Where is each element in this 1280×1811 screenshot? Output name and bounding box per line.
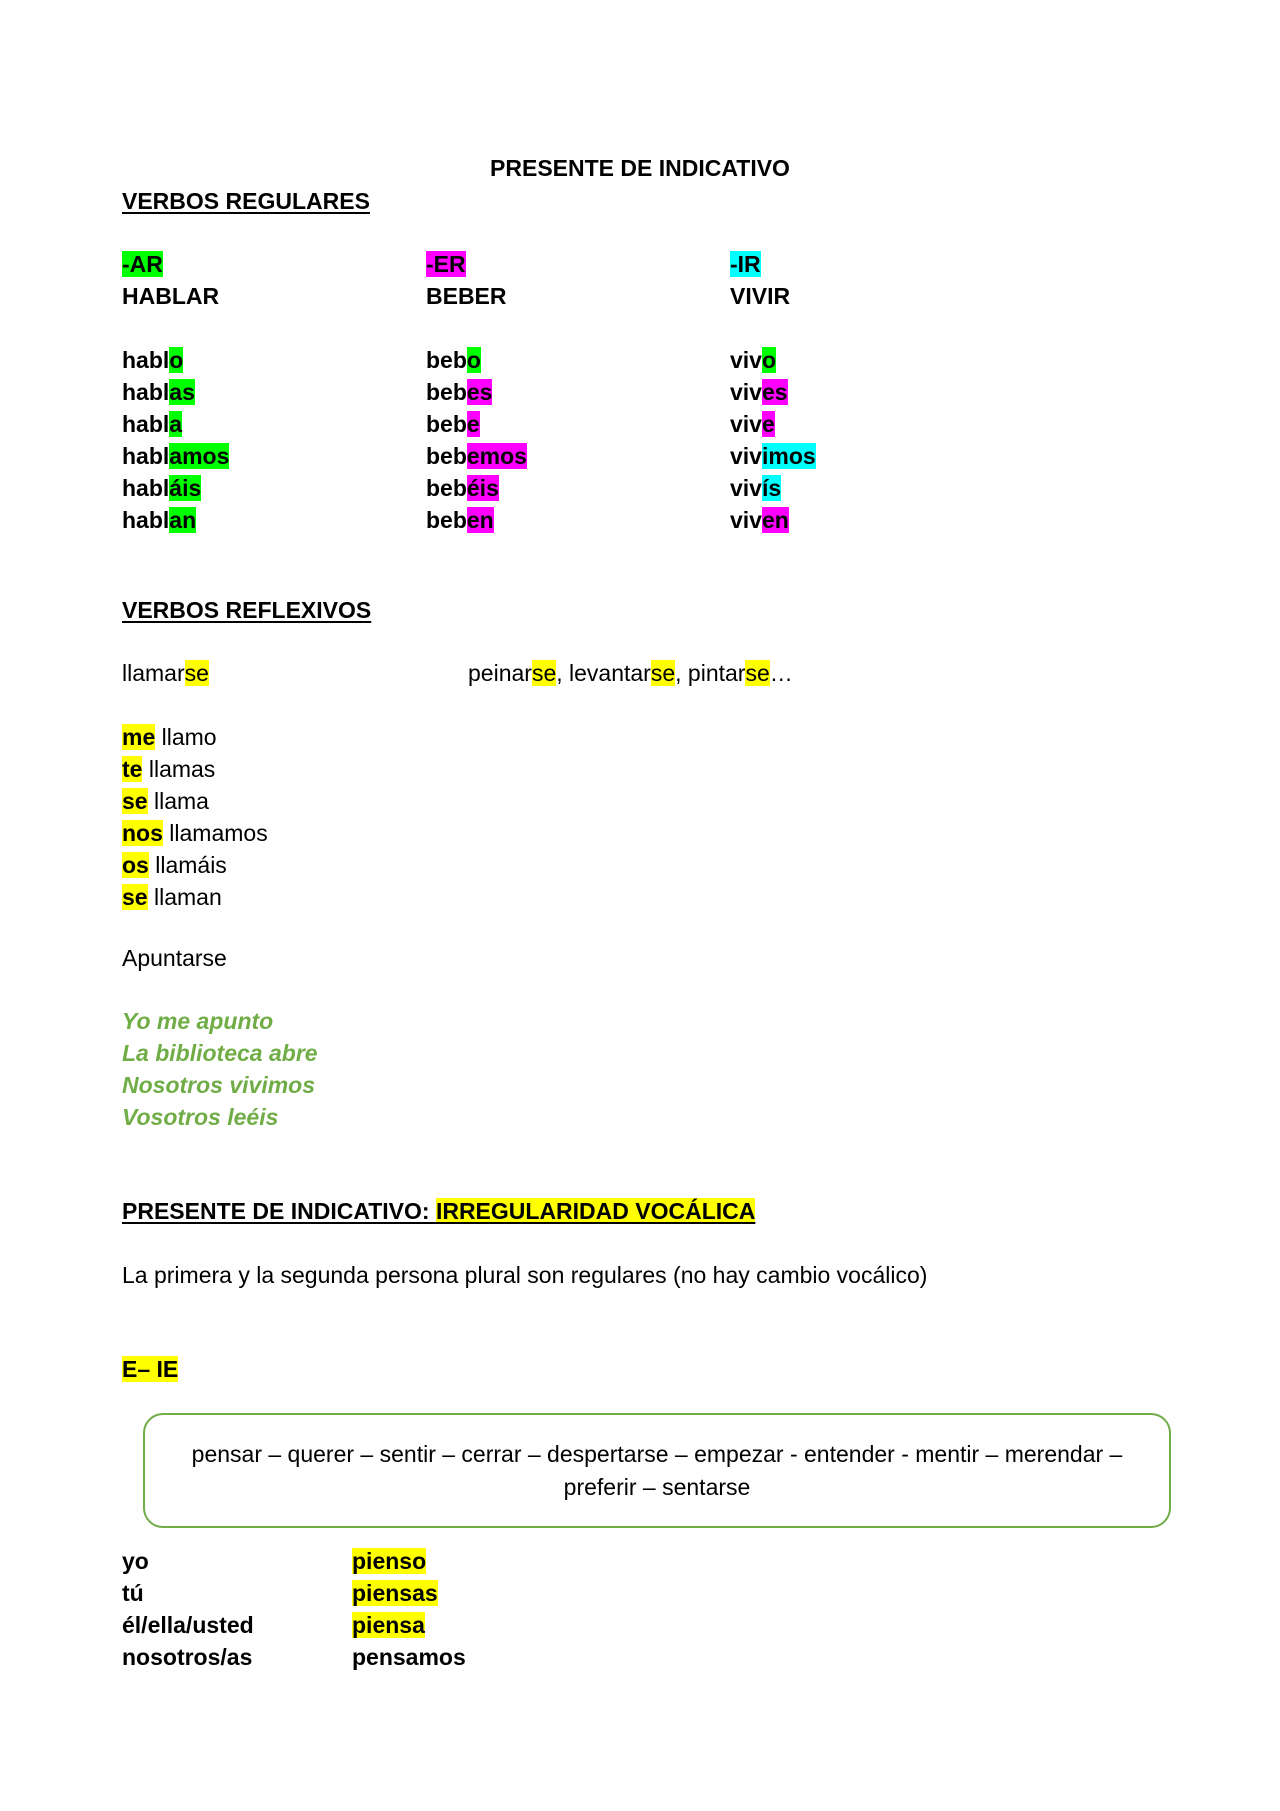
reflexive-conjugation: [122, 721, 268, 913]
form-row: beben: [426, 507, 494, 533]
page-title: PRESENTE DE INDICATIVO: [490, 155, 790, 181]
verb-label-ar: HABLAR: [122, 283, 220, 309]
example-sentence: Vosotros leéis: [122, 1104, 279, 1130]
verb-list: pensar – querer – sentir – cerrar – despertarse – empezar - entender - mentir – merendar – preferir – sentarse: [191, 1440, 1123, 1500]
reflexive-examples: peinarse, levantarse, pintarse…: [468, 660, 793, 686]
form-row: bebéis: [426, 475, 499, 501]
form-row: habla: [122, 411, 183, 437]
regulares-heading: VERBOS REGULARES: [122, 188, 370, 214]
pronoun-highlight: se: [122, 788, 148, 814]
ending-highlight: o: [761, 347, 777, 373]
ending-highlight: áis: [169, 475, 202, 501]
pronoun-highlight: nos: [122, 820, 163, 846]
irregular-note: La primera y la segunda persona plural son regulares (no hay cambio vocálico): [122, 1262, 928, 1288]
conjugation-column-ar: [122, 248, 229, 536]
apuntarse-label: Apuntarse: [122, 945, 227, 971]
reflexive-form-row: me llamo: [122, 724, 217, 750]
reflexive-form-row: te llamas: [122, 756, 216, 782]
pronoun-highlight: me: [122, 724, 156, 750]
irregular-heading: PRESENTE DE INDICATIVO: IRREGULARIDAD VOCÁLICA: [122, 1198, 756, 1224]
form-row: bebemos: [426, 443, 527, 469]
ending-highlight: e: [761, 411, 775, 437]
example-sentence: Nosotros vivimos: [122, 1072, 315, 1098]
example-sentence: La biblioteca abre: [122, 1040, 318, 1066]
ending-highlight: éis: [466, 475, 499, 501]
form-row: vivo: [730, 347, 777, 373]
form-row: habláis: [122, 475, 202, 501]
form-row: vivimos: [730, 443, 816, 469]
form-row: bebe: [426, 411, 480, 437]
form-row: viven: [730, 507, 789, 533]
pronoun-highlight: os: [122, 852, 149, 878]
form-row: vivís: [730, 475, 782, 501]
ending-highlight: ís: [761, 475, 782, 501]
ending-highlight: a: [169, 411, 183, 437]
ending-label-er: -ER: [426, 251, 466, 277]
form-row: hablamos: [122, 443, 230, 469]
form-row: bebo: [426, 347, 481, 373]
ending-highlight: o: [466, 347, 481, 373]
irregular-form: pensamos: [352, 1644, 466, 1670]
irregular-heading-highlight: IRREGULARIDAD VOCÁLICA: [435, 1198, 756, 1224]
reflexive-form-row: nos llamamos: [122, 820, 268, 846]
ending-label-ar: -AR: [122, 251, 163, 277]
reflexive-verb: llamarse: [122, 660, 209, 686]
ending-label-ir: -IR: [730, 251, 761, 277]
irregular-form: pienso: [352, 1548, 427, 1574]
person-label: yo: [122, 1548, 149, 1574]
ending-highlight: as: [169, 379, 195, 405]
verb-list-box: [143, 1413, 1171, 1528]
verb-label-ir: VIVIR: [730, 283, 791, 309]
irregular-persons: [122, 1545, 254, 1673]
form-row: vive: [730, 411, 775, 437]
reflexive-form-row: se llama: [122, 788, 209, 814]
form-row: vives: [730, 379, 788, 405]
verb-label-er: BEBER: [426, 283, 507, 309]
example-sentence: Yo me apunto: [122, 1008, 274, 1034]
irregular-form: piensa: [352, 1612, 425, 1638]
pronoun-highlight: te: [122, 756, 143, 782]
irregular-form: piensas: [352, 1580, 438, 1606]
form-row: hablas: [122, 379, 195, 405]
conjugation-column-ir: [730, 248, 816, 536]
ending-highlight: amos: [169, 443, 230, 469]
reflexive-form-row: se llaman: [122, 884, 222, 910]
ending-highlight: en: [466, 507, 494, 533]
ending-highlight: o: [169, 347, 184, 373]
ending-highlight: es: [466, 379, 493, 405]
pronoun-highlight: se: [122, 884, 148, 910]
reflexive-form-row: os llamáis: [122, 852, 227, 878]
ending-highlight: e: [466, 411, 480, 437]
ending-highlight: an: [169, 507, 197, 533]
reflexive-suffix: se: [184, 660, 209, 686]
reflexivos-heading: VERBOS REFLEXIVOS: [122, 597, 372, 623]
ending-highlight: emos: [466, 443, 527, 469]
form-row: hablo: [122, 347, 184, 373]
conjugation-column-er: [426, 248, 527, 536]
person-label: nosotros/as: [122, 1644, 253, 1670]
group-label: E– IE: [122, 1356, 179, 1382]
ending-highlight: es: [761, 379, 788, 405]
form-row: bebes: [426, 379, 493, 405]
form-row: hablan: [122, 507, 197, 533]
person-label: él/ella/usted: [122, 1612, 254, 1638]
irregular-forms: [352, 1545, 466, 1673]
ending-highlight: imos: [761, 443, 816, 469]
example-sentences: [122, 1005, 318, 1133]
person-label: tú: [122, 1580, 144, 1606]
ending-highlight: en: [761, 507, 789, 533]
